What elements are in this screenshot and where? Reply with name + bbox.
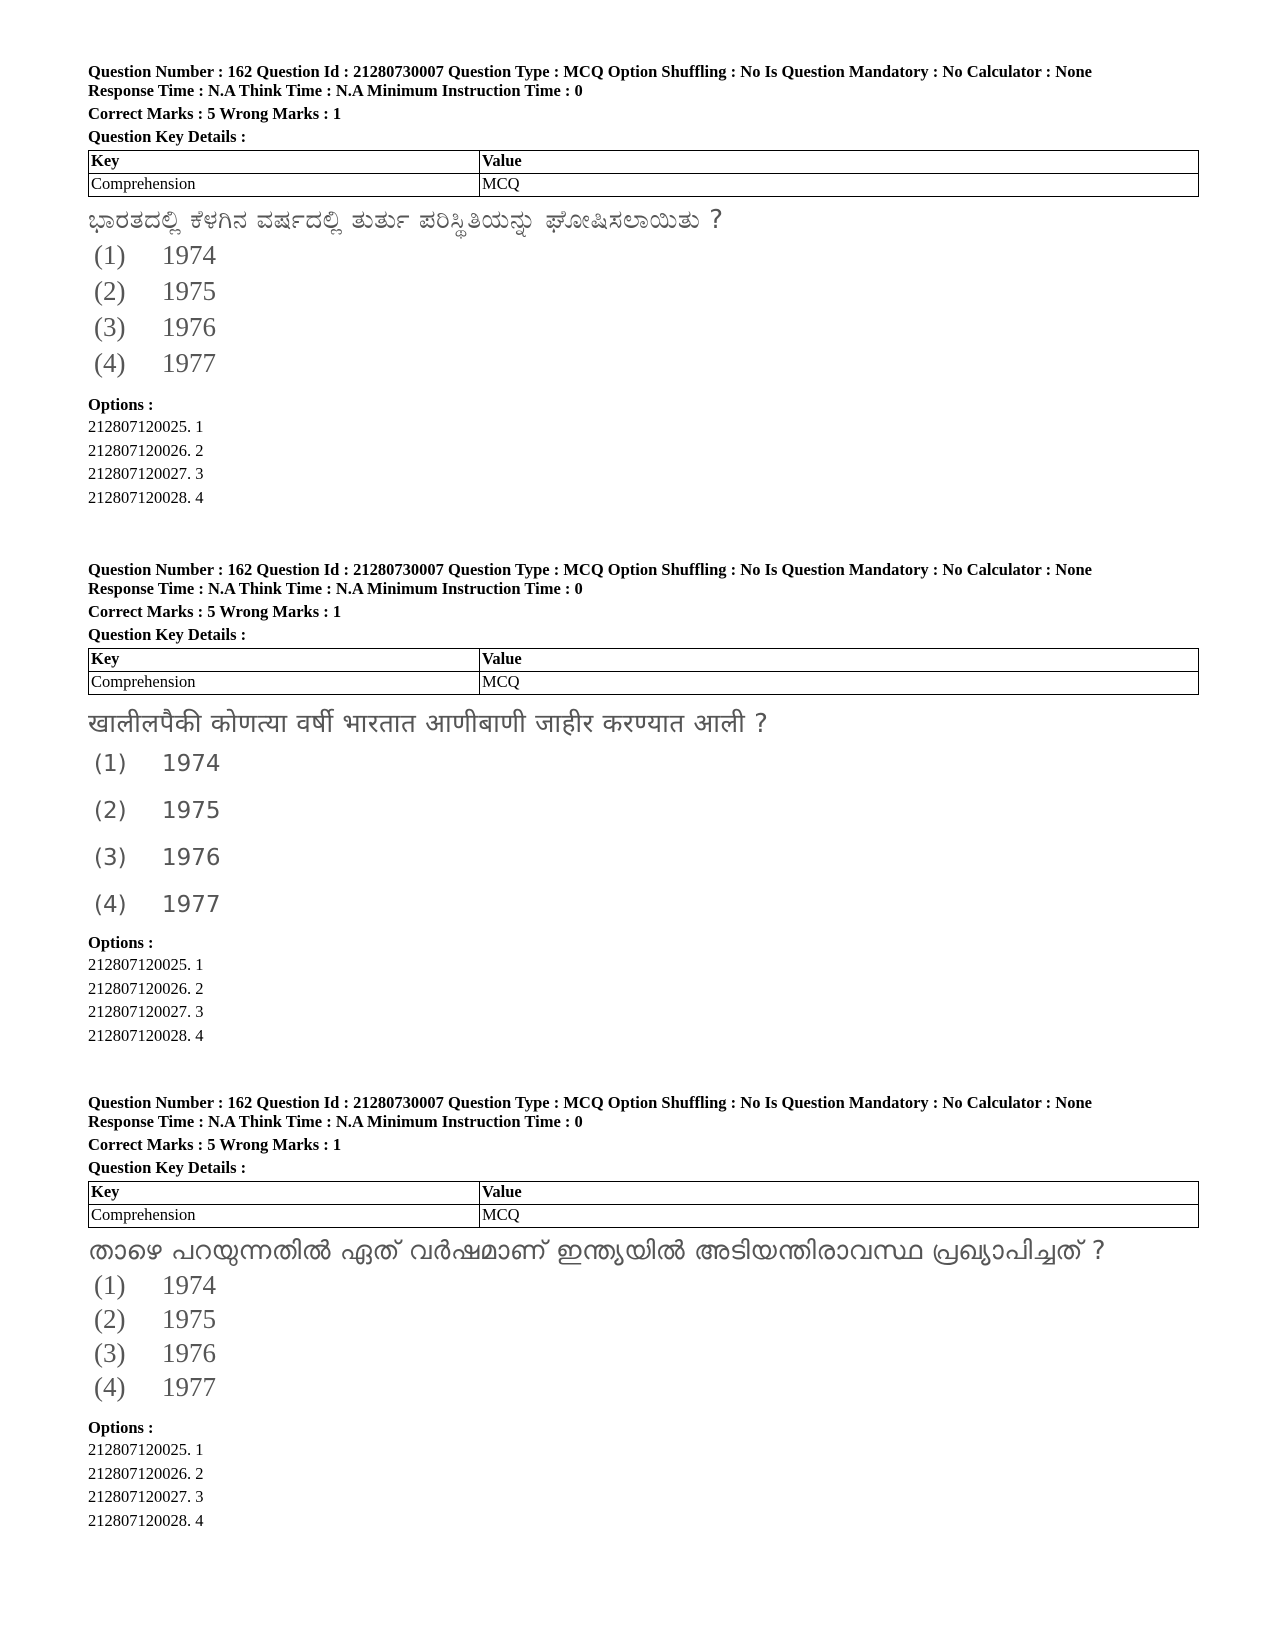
choice-3: [88, 309, 1198, 345]
key-details-label: Question Key Details :: [88, 625, 247, 644]
option-line-3: 212807120027. 3: [88, 464, 204, 483]
question-image: [88, 203, 1198, 381]
question-header-line1: Question Number : 162 Question Id : 21280730007 Question Type : MCQ Option Shuffling : No Is Question Mandatory : No Calculator : None: [88, 62, 1092, 81]
choice-number: (3): [94, 312, 126, 342]
table-header-key: Key: [89, 1182, 480, 1205]
table-row: [89, 672, 1199, 695]
choice-value: 1977: [162, 1372, 216, 1402]
marks-line: Correct Marks : 5 Wrong Marks : 1: [88, 602, 342, 621]
question-block-1: [88, 62, 1198, 509]
table-header-value: Value: [480, 151, 1199, 174]
choice-value: 1974: [162, 1270, 216, 1300]
table-header-value: Value: [480, 649, 1199, 672]
options-label: Options :: [88, 933, 154, 952]
table-header-row: [89, 649, 1199, 672]
choice-number: (2): [94, 798, 127, 824]
key-value-table: [88, 150, 1199, 197]
question-text: खालीलपैकी कोणत्या वर्षी भारतात आणीबाणी जाहीर करण्यात आली ?: [88, 709, 769, 739]
option-line-1: 212807120025. 1: [88, 955, 204, 974]
choice-4: [88, 1370, 1198, 1404]
choice-number: (1): [94, 240, 126, 270]
table-cell-value: MCQ: [480, 174, 1199, 197]
option-line-2: 212807120026. 2: [88, 978, 204, 998]
choice-number: (2): [94, 1304, 126, 1334]
table-header-key: Key: [89, 649, 480, 672]
choice-value: 1975: [162, 798, 221, 824]
choice-number: (4): [94, 1372, 126, 1402]
option-line-2: 212807120026. 2: [88, 1463, 204, 1483]
choice-1: [88, 741, 1198, 788]
marks-line: Correct Marks : 5 Wrong Marks : 1: [88, 1135, 342, 1154]
option-line-3: 212807120027. 3: [88, 1002, 204, 1021]
option-line-4: 212807120028. 4: [88, 1510, 204, 1530]
table-header-key: Key: [89, 151, 480, 174]
table-cell-key: Comprehension: [89, 174, 480, 197]
choice-number: (4): [94, 892, 127, 918]
choice-value: 1975: [162, 1304, 216, 1334]
option-line-2: 212807120026. 2: [88, 440, 204, 460]
option-line-1: 212807120025. 1: [88, 417, 204, 436]
choice-number: (1): [94, 751, 127, 777]
table-cell-value: MCQ: [480, 1205, 1199, 1228]
table-row: [89, 174, 1199, 197]
options-label: Options :: [88, 1418, 154, 1437]
choice-number: (1): [94, 1270, 126, 1300]
question-header-line2: Response Time : N.A Think Time : N.A Minimum Instruction Time : 0: [88, 579, 583, 598]
choice-number: (3): [94, 845, 127, 871]
table-header-row: [89, 1182, 1199, 1205]
choice-value: 1977: [162, 348, 216, 378]
options-label: Options :: [88, 395, 154, 414]
option-line-3: 212807120027. 3: [88, 1487, 204, 1506]
question-block-2: [88, 560, 1198, 1047]
option-line-4: 212807120028. 4: [88, 1025, 204, 1045]
key-details-label: Question Key Details :: [88, 127, 247, 146]
choice-4: [88, 345, 1198, 381]
choice-value: 1974: [162, 240, 216, 270]
choice-value: 1976: [162, 1338, 216, 1368]
table-row: [89, 1205, 1199, 1228]
choice-value: 1974: [162, 751, 221, 777]
choice-value: 1976: [162, 845, 221, 871]
question-header-line2: Response Time : N.A Think Time : N.A Minimum Instruction Time : 0: [88, 1112, 583, 1131]
choice-2: [88, 1302, 1198, 1336]
choice-value: 1975: [162, 276, 216, 306]
question-block-3: [88, 1093, 1198, 1532]
question-image: [88, 1234, 1198, 1404]
question-text: താഴെ പറയുന്നതിൽ ഏത് വർഷമാണ് ഇന്ത്യയിൽ അടിയന്തിരാവസ്ഥ പ്രഖ്യാപിച്ചത് ?: [88, 1236, 1107, 1266]
choice-number: (3): [94, 1338, 126, 1368]
table-cell-value: MCQ: [480, 672, 1199, 695]
choice-3: [88, 835, 1198, 882]
key-details-label: Question Key Details :: [88, 1158, 247, 1177]
option-line-4: 212807120028. 4: [88, 487, 204, 507]
choice-number: (2): [94, 276, 126, 306]
table-cell-key: Comprehension: [89, 672, 480, 695]
question-header-line2: Response Time : N.A Think Time : N.A Minimum Instruction Time : 0: [88, 81, 583, 100]
key-value-table: [88, 1181, 1199, 1228]
table-cell-key: Comprehension: [89, 1205, 480, 1228]
table-header-value: Value: [480, 1182, 1199, 1205]
table-header-row: [89, 151, 1199, 174]
choice-4: [88, 882, 1198, 929]
key-value-table: [88, 648, 1199, 695]
question-image: [88, 707, 1198, 929]
question-header-line1: Question Number : 162 Question Id : 21280730007 Question Type : MCQ Option Shuffling : No Is Question Mandatory : No Calculator : None: [88, 1093, 1092, 1112]
choice-value: 1977: [162, 892, 221, 918]
option-line-1: 212807120025. 1: [88, 1440, 204, 1459]
choice-2: [88, 788, 1198, 835]
choice-value: 1976: [162, 312, 216, 342]
question-text: ಭಾರತದಲ್ಲಿ ಕೆಳಗಿನ ವರ್ಷದಲ್ಲಿ ತುರ್ತು ಪರಿಸ್ಥಿತಿಯನ್ನು ಘೋಷಿಸಲಾಯಿತು ?: [88, 205, 724, 235]
choice-number: (4): [94, 348, 126, 378]
choice-3: [88, 1336, 1198, 1370]
choice-1: [88, 237, 1198, 273]
choice-2: [88, 273, 1198, 309]
question-header-line1: Question Number : 162 Question Id : 21280730007 Question Type : MCQ Option Shuffling : No Is Question Mandatory : No Calculator : None: [88, 560, 1092, 579]
choice-1: [88, 1268, 1198, 1302]
marks-line: Correct Marks : 5 Wrong Marks : 1: [88, 104, 342, 123]
